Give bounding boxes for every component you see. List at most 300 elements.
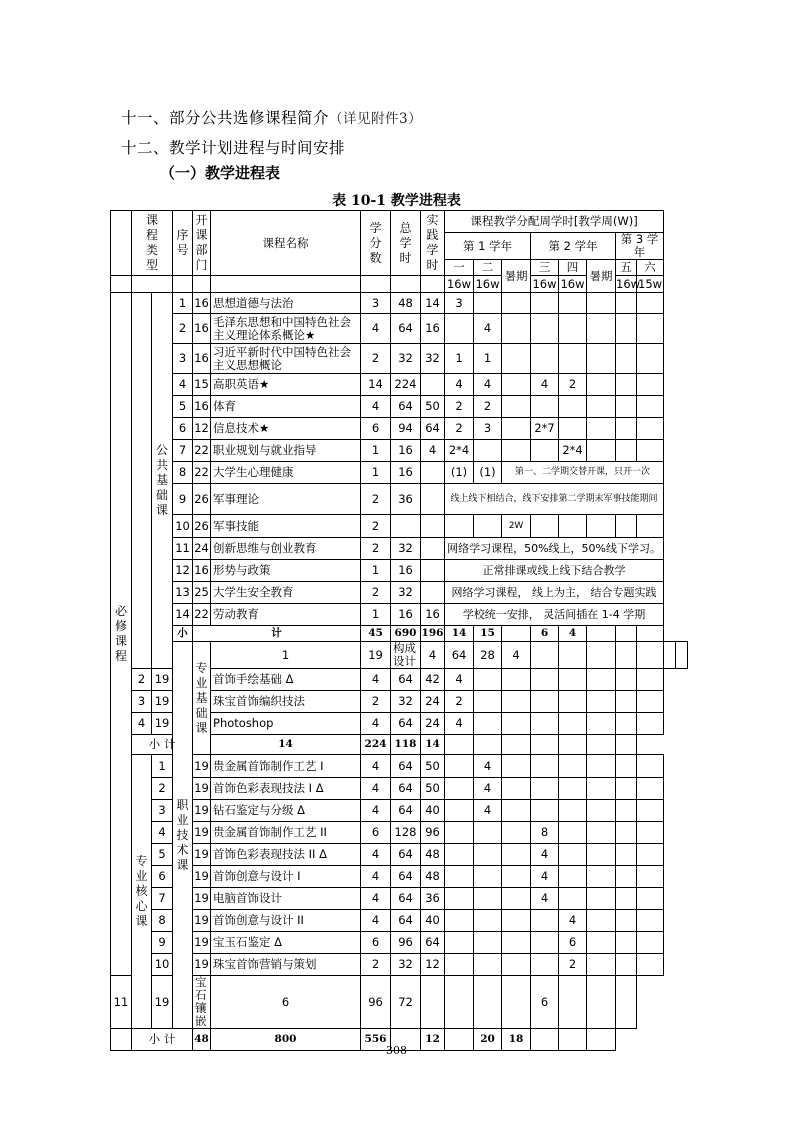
header-weeks-3: 16w bbox=[532, 276, 557, 291]
semester-cell bbox=[474, 888, 502, 910]
semester-cell bbox=[445, 976, 474, 1029]
semester-cell bbox=[445, 888, 474, 910]
semester-cell bbox=[559, 344, 587, 374]
header-practice-hours: 实 践 学 时 bbox=[421, 211, 445, 276]
course-name: 珠宝首饰营销与策划 bbox=[211, 954, 361, 976]
course-name: 宝石镶嵌 bbox=[193, 976, 211, 1029]
semester-cell bbox=[502, 418, 531, 440]
semester-cell: 4 bbox=[445, 713, 474, 735]
header-sem-2: 二 bbox=[474, 260, 502, 276]
header-blank-7 bbox=[361, 276, 391, 293]
semester-cell bbox=[502, 954, 531, 976]
semester-cell bbox=[531, 778, 559, 800]
dept-code: 19 bbox=[193, 822, 211, 844]
dept-code: 12 bbox=[193, 418, 211, 440]
dept-code: 19 bbox=[193, 844, 211, 866]
semester-cell bbox=[637, 954, 664, 976]
course-name: 劳动教育 bbox=[211, 604, 361, 626]
subtotal-credit: 14 bbox=[211, 735, 361, 755]
semester-cell bbox=[474, 440, 502, 462]
semester-cell: 2 bbox=[445, 418, 474, 440]
subtotal-sem: 14 bbox=[445, 626, 474, 642]
semester-cell bbox=[531, 669, 559, 691]
total-hours: 16 bbox=[391, 440, 421, 462]
seq-no: 1 bbox=[211, 642, 361, 669]
semester-cell bbox=[474, 866, 502, 888]
semester-cell: (1) bbox=[474, 462, 502, 484]
semester-cell: 2*7 bbox=[531, 418, 559, 440]
semester-cell bbox=[502, 396, 531, 418]
seq-no: 6 bbox=[152, 866, 173, 888]
category-vocational: 职 业 技 术 课 bbox=[173, 642, 193, 1029]
practice-hours: 36 bbox=[421, 888, 445, 910]
course-name: 职业规划与就业指导 bbox=[211, 440, 361, 462]
semester-cell bbox=[616, 396, 637, 418]
semester-cell: 4 bbox=[474, 314, 502, 344]
header-weeks-5: 16w bbox=[616, 276, 641, 291]
table-row bbox=[111, 538, 688, 560]
section-heading-12: 十二、教学计划进程与时间安排 bbox=[121, 139, 346, 157]
semester-cell bbox=[502, 755, 531, 778]
semester-cell bbox=[587, 755, 616, 778]
semester-cell bbox=[559, 755, 587, 778]
course-name: 电脑首饰设计 bbox=[211, 888, 361, 910]
header-summer-1: 暑期 bbox=[502, 260, 531, 293]
semester-cell: 3 bbox=[445, 293, 474, 314]
credit: 2 bbox=[361, 538, 391, 560]
semester-cell: 2 bbox=[559, 374, 587, 396]
practice-hours: 96 bbox=[421, 822, 445, 844]
seq-no: 3 bbox=[173, 344, 193, 374]
credit: 2 bbox=[361, 484, 391, 515]
semester-cell bbox=[502, 866, 531, 888]
semester-cell bbox=[474, 932, 502, 954]
seq-no: 11 bbox=[111, 976, 132, 1029]
semester-cell: 1 bbox=[445, 344, 474, 374]
semester-cell bbox=[637, 888, 664, 910]
credit: 4 bbox=[361, 800, 391, 822]
course-name: 军事技能 bbox=[211, 515, 361, 538]
semester-cell bbox=[637, 344, 664, 374]
total-hours: 16 bbox=[391, 560, 421, 582]
course-name: 珠宝首饰编织技法 bbox=[211, 691, 361, 713]
table-caption: 表 10-1 教学进程表 bbox=[332, 193, 461, 209]
course-name: 形势与政策 bbox=[211, 560, 361, 582]
semester-cell bbox=[637, 755, 664, 778]
semester-cell bbox=[559, 800, 587, 822]
dept-code: 19 bbox=[193, 755, 211, 778]
course-name: 毛泽东思想和中国特色社会主义理论体系概论★ bbox=[211, 314, 361, 344]
semester-cell: 6 bbox=[559, 932, 587, 954]
semester-cell bbox=[502, 822, 531, 844]
semester-cell bbox=[502, 344, 531, 374]
semester-cell bbox=[587, 822, 616, 844]
semester-cell bbox=[559, 844, 587, 866]
total-hours: 32 bbox=[391, 954, 421, 976]
subtotal-practice: 196 bbox=[421, 626, 445, 642]
semester-cell bbox=[637, 374, 664, 396]
subtotal-label: 小 计 bbox=[132, 1029, 193, 1051]
credit: 14 bbox=[361, 374, 391, 396]
total-hours: 32 bbox=[391, 691, 421, 713]
semester-cell bbox=[474, 954, 502, 976]
dept-code: 26 bbox=[193, 515, 211, 538]
semester-cell bbox=[559, 515, 587, 538]
header-weeks-6: 15w bbox=[638, 276, 663, 291]
table-row bbox=[111, 484, 688, 515]
credit: 4 bbox=[361, 778, 391, 800]
semester-cell bbox=[445, 866, 474, 888]
semester-cell: 3 bbox=[474, 418, 502, 440]
semester-cell: 2 bbox=[559, 954, 587, 976]
table-row bbox=[111, 560, 688, 582]
seq-no: 1 bbox=[152, 755, 173, 778]
semester-cell: 4 bbox=[445, 669, 474, 691]
dept-code: 19 bbox=[152, 691, 173, 713]
table-row bbox=[111, 866, 688, 888]
practice-hours bbox=[421, 374, 445, 396]
subtotal-practice: 118 bbox=[391, 735, 421, 755]
table-row bbox=[111, 515, 688, 538]
header-seq-no: 序 号 bbox=[173, 211, 193, 276]
total-hours: 32 bbox=[391, 582, 421, 604]
dept-code: 16 bbox=[193, 344, 211, 374]
seq-no: 8 bbox=[152, 910, 173, 932]
table-row bbox=[111, 976, 688, 1029]
dept-code: 19 bbox=[193, 910, 211, 932]
table-row bbox=[111, 844, 688, 866]
credit: 1 bbox=[361, 560, 391, 582]
table-row bbox=[111, 910, 688, 932]
credit: 4 bbox=[361, 866, 391, 888]
semester-cell bbox=[587, 440, 616, 462]
semester-cell bbox=[637, 844, 664, 866]
total-hours: 64 bbox=[391, 396, 421, 418]
semester-cell bbox=[531, 713, 559, 735]
subtotal-sem bbox=[559, 735, 587, 755]
subtotal-sem bbox=[587, 626, 616, 642]
category-professional-basic: 专 业 基 础 课 bbox=[193, 642, 211, 755]
seq-no: 14 bbox=[173, 604, 193, 626]
header-blank-6 bbox=[211, 276, 361, 293]
dept-code: 16 bbox=[193, 396, 211, 418]
table-row bbox=[111, 582, 688, 604]
semester-cell bbox=[637, 691, 664, 713]
semester-cell bbox=[502, 910, 531, 932]
semester-cell bbox=[445, 778, 474, 800]
semester-cell bbox=[531, 642, 559, 669]
seq-no: 2 bbox=[132, 669, 152, 691]
semester-cell bbox=[587, 866, 616, 888]
credit: 3 bbox=[361, 293, 391, 314]
semester-cell bbox=[502, 374, 531, 396]
schedule-note: 网络学习课程，50%线上，50%线下学习。 bbox=[445, 538, 664, 560]
seq-no: 7 bbox=[152, 888, 173, 910]
subsection-heading: （一）教学进程表 bbox=[160, 164, 281, 182]
dept-code: 19 bbox=[361, 642, 391, 669]
total-hours: 64 bbox=[391, 844, 421, 866]
semester-cell bbox=[587, 314, 616, 344]
table-row bbox=[111, 642, 688, 669]
total-hours: 64 bbox=[391, 314, 421, 344]
subtotal-label-a: 小 bbox=[173, 626, 193, 642]
category-blank bbox=[132, 293, 152, 669]
semester-cell bbox=[559, 778, 587, 800]
total-hours: 16 bbox=[391, 604, 421, 626]
header-sem-3: 三 bbox=[531, 260, 559, 276]
semester-cell bbox=[559, 691, 587, 713]
schedule-note: 网络学习课程， 线上为主， 结合专题实践 bbox=[445, 582, 664, 604]
table-row bbox=[111, 418, 688, 440]
credit: 1 bbox=[361, 462, 391, 484]
semester-cell bbox=[664, 642, 676, 669]
semester-cell bbox=[587, 844, 616, 866]
semester-cell bbox=[616, 976, 637, 1029]
seq-no: 6 bbox=[173, 418, 193, 440]
course-name: 体育 bbox=[211, 396, 361, 418]
header-course-type: 课 程 类 型 bbox=[132, 211, 173, 276]
subtotal-hours: 800 bbox=[211, 1029, 361, 1051]
semester-cell: 4 bbox=[474, 755, 502, 778]
semester-cell bbox=[531, 755, 559, 778]
semester-cell bbox=[502, 314, 531, 344]
semester-cell bbox=[531, 515, 559, 538]
semester-cell bbox=[531, 932, 559, 954]
subtotal-hours: 224 bbox=[361, 735, 391, 755]
credit: 4 bbox=[361, 755, 391, 778]
credit: 2 bbox=[361, 515, 391, 538]
credit: 4 bbox=[361, 844, 391, 866]
subtotal-sem bbox=[445, 735, 474, 755]
practice-hours: 64 bbox=[421, 932, 445, 954]
course-name: 信息技术★ bbox=[211, 418, 361, 440]
semester-cell bbox=[616, 642, 637, 669]
credit: 4 bbox=[361, 888, 391, 910]
course-name: 首饰创意与设计 I bbox=[211, 866, 361, 888]
semester-cell bbox=[559, 669, 587, 691]
semester-cell bbox=[474, 844, 502, 866]
credit: 4 bbox=[361, 396, 391, 418]
subtotal-sem bbox=[531, 735, 559, 755]
course-name: 大学生心理健康 bbox=[211, 462, 361, 484]
credit: 4 bbox=[361, 669, 391, 691]
semester-cell bbox=[445, 954, 474, 976]
practice-hours: 14 bbox=[421, 293, 445, 314]
course-name: 首饰创意与设计 II bbox=[211, 910, 361, 932]
table-row bbox=[111, 604, 688, 626]
semester-cell bbox=[502, 669, 531, 691]
subtotal-sem: 18 bbox=[502, 1029, 531, 1051]
header-weeks-2: 16w bbox=[475, 276, 500, 291]
page-number: 308 bbox=[386, 1044, 407, 1057]
course-name: 钻石鉴定与分级 Δ bbox=[211, 800, 361, 822]
credit: 2 bbox=[361, 691, 391, 713]
total-hours: 32 bbox=[391, 344, 421, 374]
header-credit: 学 分 数 bbox=[361, 211, 391, 276]
semester-cell bbox=[474, 910, 502, 932]
table-row bbox=[111, 932, 688, 954]
semester-cell bbox=[637, 822, 664, 844]
semester-cell bbox=[531, 344, 559, 374]
seq-no: 2 bbox=[152, 778, 173, 800]
credit: 2 bbox=[361, 954, 391, 976]
subtotal-sem: 15 bbox=[474, 626, 502, 642]
semester-cell bbox=[616, 515, 637, 538]
semester-cell bbox=[531, 800, 559, 822]
semester-cell bbox=[616, 374, 637, 396]
practice-hours: 72 bbox=[391, 976, 421, 1029]
header-blank-2 bbox=[111, 276, 132, 293]
semester-cell bbox=[474, 293, 502, 314]
semester-cell bbox=[445, 314, 474, 344]
semester-cell bbox=[587, 293, 616, 314]
header-blank-5 bbox=[193, 276, 211, 293]
dept-code: 19 bbox=[152, 713, 173, 735]
practice-hours bbox=[421, 484, 445, 515]
course-name: 高职英语★ bbox=[211, 374, 361, 396]
header-blank-3 bbox=[132, 276, 173, 293]
course-name: 贵金属首饰制作工艺 II bbox=[211, 822, 361, 844]
semester-cell bbox=[502, 800, 531, 822]
table-row bbox=[111, 396, 688, 418]
table-row bbox=[111, 755, 688, 778]
semester-cell: 4 bbox=[531, 844, 559, 866]
total-hours: 224 bbox=[391, 374, 421, 396]
semester-cell bbox=[637, 866, 664, 888]
dept-code: 16 bbox=[193, 293, 211, 314]
semester-cell bbox=[616, 888, 637, 910]
category-professional-core: 专 业 核 心 课 bbox=[132, 755, 152, 1029]
total-hours: 64 bbox=[391, 755, 421, 778]
header-blank bbox=[111, 211, 132, 276]
semester-cell: 4 bbox=[445, 374, 474, 396]
semester-cell bbox=[559, 396, 587, 418]
summer-weeks: 2W bbox=[502, 515, 531, 538]
semester-cell bbox=[616, 866, 637, 888]
semester-cell bbox=[531, 691, 559, 713]
subtotal-sem bbox=[587, 735, 616, 755]
table-row bbox=[111, 822, 688, 844]
course-name: 宝玉石鉴定 Δ bbox=[211, 932, 361, 954]
schedule-note: 正常排课或线上线下结合教学 bbox=[445, 560, 664, 582]
course-name: 军事理论 bbox=[211, 484, 361, 515]
semester-cell bbox=[616, 713, 637, 735]
header-blank-4 bbox=[173, 276, 193, 293]
practice-hours: 32 bbox=[421, 344, 445, 374]
semester-cell bbox=[637, 713, 664, 735]
course-name: 首饰色彩表现技法 II Δ bbox=[211, 844, 361, 866]
seq-no: 4 bbox=[132, 713, 152, 735]
semester-cell bbox=[587, 910, 616, 932]
semester-cell bbox=[637, 314, 664, 344]
practice-hours: 16 bbox=[421, 314, 445, 344]
semester-cell bbox=[474, 691, 502, 713]
schedule-note: 线上线下相结合，线下安排第二学期末军事技能期间 bbox=[445, 484, 664, 515]
seq-no: 9 bbox=[173, 484, 193, 515]
practice-hours: 16 bbox=[421, 604, 445, 626]
dept-code: 16 bbox=[193, 314, 211, 344]
semester-cell bbox=[587, 954, 616, 976]
schedule-note: 第一、二学期交替开课，只开一次 bbox=[502, 462, 664, 484]
table-row bbox=[111, 800, 688, 822]
semester-cell bbox=[474, 515, 502, 538]
semester-cell bbox=[502, 440, 531, 462]
practice-hours: 40 bbox=[421, 910, 445, 932]
seq-no: 4 bbox=[152, 822, 173, 844]
semester-cell: 4 bbox=[474, 800, 502, 822]
semester-cell bbox=[587, 418, 616, 440]
credit: 6 bbox=[361, 932, 391, 954]
semester-cell bbox=[587, 669, 616, 691]
practice-hours: 24 bbox=[421, 713, 445, 735]
practice-hours: 64 bbox=[421, 418, 445, 440]
header-dept: 开 课 部 门 bbox=[193, 211, 211, 276]
seq-no: 5 bbox=[173, 396, 193, 418]
semester-cell bbox=[616, 418, 637, 440]
total-hours: 64 bbox=[445, 642, 474, 669]
semester-cell bbox=[616, 293, 637, 314]
credit: 6 bbox=[211, 976, 361, 1029]
subtotal-label-b: 计 bbox=[193, 626, 361, 642]
semester-cell bbox=[616, 932, 637, 954]
credit: 2 bbox=[361, 582, 391, 604]
schedule-note: 学校统一安排， 灵活间插在 1-4 学期 bbox=[445, 604, 664, 626]
course-name: 首饰手绘基础 Δ bbox=[211, 669, 361, 691]
course-name: 贵金属首饰制作工艺 I bbox=[211, 755, 361, 778]
seq-no: 3 bbox=[132, 691, 152, 713]
semester-cell: 2*4 bbox=[445, 440, 474, 462]
seq-no: 7 bbox=[173, 440, 193, 462]
category-public-basic: 公 共 基 础 课 bbox=[152, 293, 173, 669]
header-weeks-1: 16w bbox=[445, 276, 474, 293]
practice-hours: 48 bbox=[421, 844, 445, 866]
subtotal-practice: 556 bbox=[361, 1029, 391, 1051]
semester-cell bbox=[587, 396, 616, 418]
practice-hours: 40 bbox=[421, 800, 445, 822]
semester-cell bbox=[616, 440, 637, 462]
dept-code: 19 bbox=[193, 778, 211, 800]
header-weeks-4: 16w bbox=[560, 276, 585, 291]
table-row bbox=[111, 314, 688, 344]
semester-cell bbox=[502, 932, 531, 954]
semester-cell bbox=[474, 822, 502, 844]
teaching-schedule-table bbox=[110, 210, 688, 1051]
credit: 4 bbox=[421, 642, 445, 669]
subtotal-sem bbox=[474, 735, 502, 755]
semester-cell bbox=[616, 822, 637, 844]
header-summer-2: 暑期 bbox=[587, 260, 616, 293]
credit: 1 bbox=[361, 604, 391, 626]
semester-cell bbox=[587, 932, 616, 954]
total-hours: 96 bbox=[391, 932, 421, 954]
subtotal-sem bbox=[637, 626, 664, 642]
table-row bbox=[111, 440, 688, 462]
semester-cell bbox=[559, 314, 587, 344]
subtotal-sem: 12 bbox=[421, 1029, 445, 1051]
semester-cell bbox=[531, 293, 559, 314]
dept-code: 19 bbox=[193, 866, 211, 888]
semester-cell bbox=[616, 314, 637, 344]
dept-code: 19 bbox=[193, 932, 211, 954]
semester-cell: 4 bbox=[531, 374, 559, 396]
semester-cell bbox=[474, 976, 502, 1029]
seq-no: 4 bbox=[173, 374, 193, 396]
table-row bbox=[111, 954, 688, 976]
header-sem-4: 四 bbox=[559, 260, 587, 276]
subtotal-sem: 20 bbox=[474, 1029, 502, 1051]
total-hours: 64 bbox=[391, 669, 421, 691]
semester-cell bbox=[502, 713, 531, 735]
